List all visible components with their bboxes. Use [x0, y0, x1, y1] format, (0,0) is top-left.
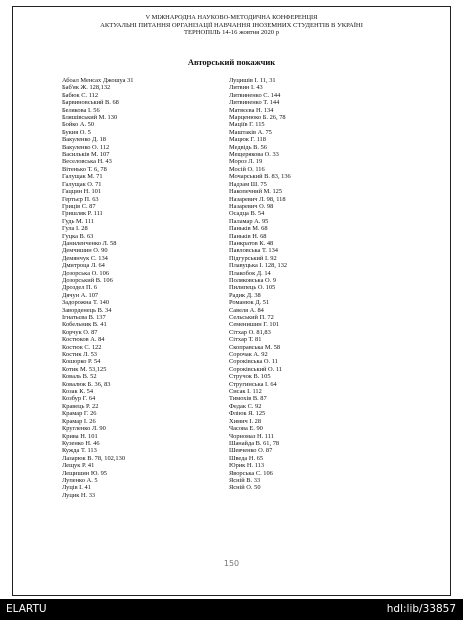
- author-index-entry: Задорожна Т. 140: [62, 299, 110, 307]
- author-index-entry: Назаревич О. 98: [229, 202, 274, 210]
- author-index-entry: Гула І. 28: [62, 225, 88, 233]
- author-index-entry: Шведа Н. 65: [229, 454, 264, 462]
- author-index-entry: Белякова І. 56: [62, 106, 100, 114]
- author-index-entry: Дроздел П. 6: [62, 284, 98, 292]
- author-index-entry: Підгурський І. 92: [229, 254, 277, 262]
- header-line-2: АКТУАЛЬНІ ПИТАННЯ ОРГАНІЗАЦІЇ НАВЧАННЯ ІНОЗЕМНИХ СТУДЕНТІВ В УКРАЇНІ: [100, 21, 363, 29]
- author-index-entry: Литвин І. 43: [229, 84, 263, 92]
- author-index-entry: Поляковська О. 9: [229, 276, 277, 284]
- author-index-entry: Васильків М. 107: [62, 151, 110, 159]
- author-index-entry: Часова Е. 90: [229, 425, 263, 433]
- author-index-entry: Кобельник В. 41: [62, 321, 107, 329]
- author-index-entry: Крива Н. 101: [62, 432, 98, 440]
- author-index-entry: Шанайда В. 61, 78: [229, 439, 280, 447]
- author-index-entry: Сельський П. 72: [229, 314, 274, 321]
- author-index-entry: Бойко А. 50: [62, 121, 95, 129]
- author-index-entry: Савеля А. 84: [229, 306, 264, 314]
- author-index-entry: Галущак О. 71: [62, 180, 102, 188]
- author-index-entry: Дмитроца Л. 64: [62, 262, 105, 270]
- author-index-entry: Дозорський В. 106: [62, 276, 113, 284]
- author-index-entry: Романюк Д. 51: [229, 299, 270, 307]
- author-index-entry: Стругинська І. 64: [229, 380, 277, 388]
- conference-header: [13, 14, 450, 37]
- author-index-entry: Химич І. 28: [229, 417, 262, 425]
- author-index-entry: Лазарюк В. 78, 102,130: [62, 454, 126, 462]
- author-index-entry: Барвиновський В. 68: [62, 99, 119, 107]
- author-index-entry: Надзам Ш. 75: [229, 180, 267, 188]
- author-index-right-column: [229, 77, 291, 492]
- author-index-entry: Сисак І. 112: [229, 388, 262, 396]
- author-index-entry: Ігнатьєва В. 137: [62, 314, 106, 321]
- viewer-footer-bar: [0, 599, 463, 620]
- author-index-entry: Гриців С. 87: [62, 202, 96, 210]
- author-index-entry: Радик Д. 38: [229, 291, 261, 299]
- repository-name: ELARTU: [6, 603, 47, 615]
- author-index-entry: Маштаків А. 75: [229, 128, 272, 136]
- author-index-entry: Яворська С. 106: [229, 469, 273, 477]
- author-index-entry: Панкратов К. 48: [229, 239, 274, 247]
- author-index-entry: Бабюк С. 112: [62, 91, 99, 99]
- author-index-entry: Котик М. 53,125: [62, 365, 107, 373]
- author-index-entry: Юрик Н. 113: [229, 462, 265, 470]
- author-index-entry: Луцишів І. 11, 31: [229, 77, 276, 84]
- page-number: 150: [223, 559, 240, 568]
- author-index-entry: Дячун А. 107: [62, 291, 99, 299]
- author-index-entry: Гришляк Р. 111: [62, 210, 103, 218]
- author-index-entry: Крамар І. 26: [62, 417, 96, 425]
- author-index-entry: Вітенько Т. 6, 78: [62, 165, 107, 173]
- author-index-entry: Кравець Р. 22: [62, 402, 99, 410]
- author-index-entry: Паламар А. 95: [229, 217, 269, 225]
- author-index-entry: Абоал Менсах Джошуа 31: [62, 77, 134, 84]
- author-index-entry: Кужда Т. 113: [62, 447, 97, 455]
- author-index-entry: Корчук О. 87: [62, 328, 98, 336]
- author-index-entry: Матвєєва Н. 134: [229, 106, 274, 114]
- author-index-entry: Бляшівський М. 130: [62, 114, 118, 122]
- author-index-entry: Гертьєр П. 63: [62, 195, 99, 203]
- author-index-entry: Костик Л. 53: [62, 351, 97, 359]
- author-index-entry: Костюк С. 122: [62, 343, 102, 351]
- author-index-entry: Сороківський О. 11: [229, 365, 282, 373]
- author-index-entry: Луців І. 41: [62, 484, 91, 492]
- author-index-entry: Букия О. 5: [62, 128, 91, 136]
- author-index-entry: Фліюк Я. 125: [229, 410, 266, 418]
- author-index-entry: Накопечний М. 125: [229, 188, 283, 196]
- author-index-entry: Паньків М. 68: [229, 225, 268, 233]
- header-line-3: ТЕРНОПІЛЬ 14-16 жовтня 2020 р: [183, 29, 279, 37]
- author-index-entry: Ковалюк Б. 36, 83: [62, 380, 111, 388]
- author-index-entry: Шевченко О. 87: [229, 447, 273, 455]
- author-index-entry: Маціїв Г. 115: [229, 121, 265, 129]
- author-index-entry: Крамар Г. 26: [62, 410, 97, 418]
- author-index-entry: Сорочак А. 92: [229, 351, 268, 359]
- author-index-entry: Ясній О. 50: [229, 484, 261, 492]
- author-index-entry: Веселовська Н. 43: [62, 158, 112, 166]
- document-page: [12, 6, 451, 596]
- author-index-entry: Мещерякова О. 33: [229, 151, 279, 159]
- author-index-entry: Мороз Л. 19: [229, 158, 263, 166]
- author-index-entry: Плавуцька І. 128, 132: [229, 262, 288, 270]
- author-index-entry: Мосій О. 116: [229, 165, 265, 173]
- author-index-entry: Коваль В. 52: [62, 373, 97, 381]
- author-index-entry: Вакуленко Д. 18: [62, 136, 106, 144]
- author-index-entry: Козак К. 54: [62, 388, 94, 396]
- author-index-entry: Гуцка В. 63: [62, 232, 94, 240]
- author-index-entry: Лещук Р. 41: [62, 462, 95, 470]
- author-index-entry: Кругленко Л. 90: [62, 425, 106, 433]
- author-index-entry: Демянчук С. 134: [62, 254, 108, 262]
- author-index-entry: Лупенко А. 5: [62, 476, 98, 484]
- author-index-entry: Лещишин Ю. 95: [62, 469, 107, 477]
- author-index-entry: Сороківська О. 11: [229, 358, 278, 366]
- author-index-entry: Дозорська О. 106: [62, 269, 110, 277]
- author-index-entry: Кузенко Н. 46: [62, 439, 100, 447]
- author-index-entry: Галущак М. 71: [62, 173, 103, 181]
- author-index-entry: Стручок В. 105: [229, 373, 271, 381]
- author-index-entry: Литвиненко С. 144: [229, 91, 281, 99]
- author-index-entry: Сітхар О. 81,83: [229, 328, 271, 336]
- author-index-entry: Медвідь В. 56: [229, 143, 268, 151]
- author-index-entry: Тимохів В. 87: [229, 395, 267, 403]
- author-index-entry: Назаревич Л. 98, 118: [229, 195, 286, 203]
- author-index-left-column: [62, 77, 133, 499]
- author-index-entry: Гаццин Н. 101: [62, 188, 102, 196]
- author-index-entry: Кошорко Р. 54: [62, 358, 101, 366]
- author-index-entry: Федак С. 92: [229, 402, 262, 410]
- author-index-entry: Плакобок Д. 14: [229, 269, 271, 277]
- author-index-entry: Даниленченко Л. 58: [62, 239, 117, 247]
- author-index-entry: Литвиненко Т. 144: [229, 99, 280, 107]
- section-title: Авторський покажчик: [187, 57, 276, 67]
- author-index-entry: Мочарський В. 83, 136: [229, 173, 291, 181]
- author-index-entry: Луцик Н. 33: [62, 491, 96, 499]
- author-index-entry: Гудь М. 111: [62, 217, 94, 225]
- author-index-entry: Пилипець О. 105: [229, 284, 276, 292]
- author-index-entry: Павловська Т. 134: [229, 247, 278, 255]
- author-index-entry: Демчишин О. 90: [62, 247, 108, 255]
- author-index-entry: Паньків Н. 68: [229, 232, 267, 240]
- author-index-entry: Баб'як Ж. 128,132: [62, 84, 111, 92]
- author-index-entry: Осадца В. 54: [229, 210, 265, 218]
- author-index-entry: Заворденець В. 34: [62, 306, 112, 314]
- author-index-entry: Ясній В. 33: [229, 476, 261, 484]
- author-index-entry: Мацюк Г. 118: [229, 136, 266, 144]
- author-index-entry: Марценюко Б. 26, 78: [229, 114, 286, 122]
- author-index-entry: Сітхар Т. 81: [229, 336, 262, 344]
- header-line-1: V МІЖНАРОДНА НАУКОВО-МЕТОДИЧНА КОНФЕРЕНЦІЯ: [145, 14, 318, 21]
- author-index-entry: Козбур Г. 64: [62, 395, 96, 403]
- author-index-entry: Скоправська М. 58: [229, 343, 281, 351]
- author-index-entry: Вакуленко О. 112: [62, 143, 110, 151]
- author-index-entry: Костюков А. 84: [62, 336, 105, 344]
- author-index-entry: Чорномаз Н. 111: [229, 432, 274, 440]
- author-index-entry: Семенишин Г. 101: [229, 321, 280, 329]
- handle-identifier: hdl:lib/33857: [386, 603, 456, 615]
